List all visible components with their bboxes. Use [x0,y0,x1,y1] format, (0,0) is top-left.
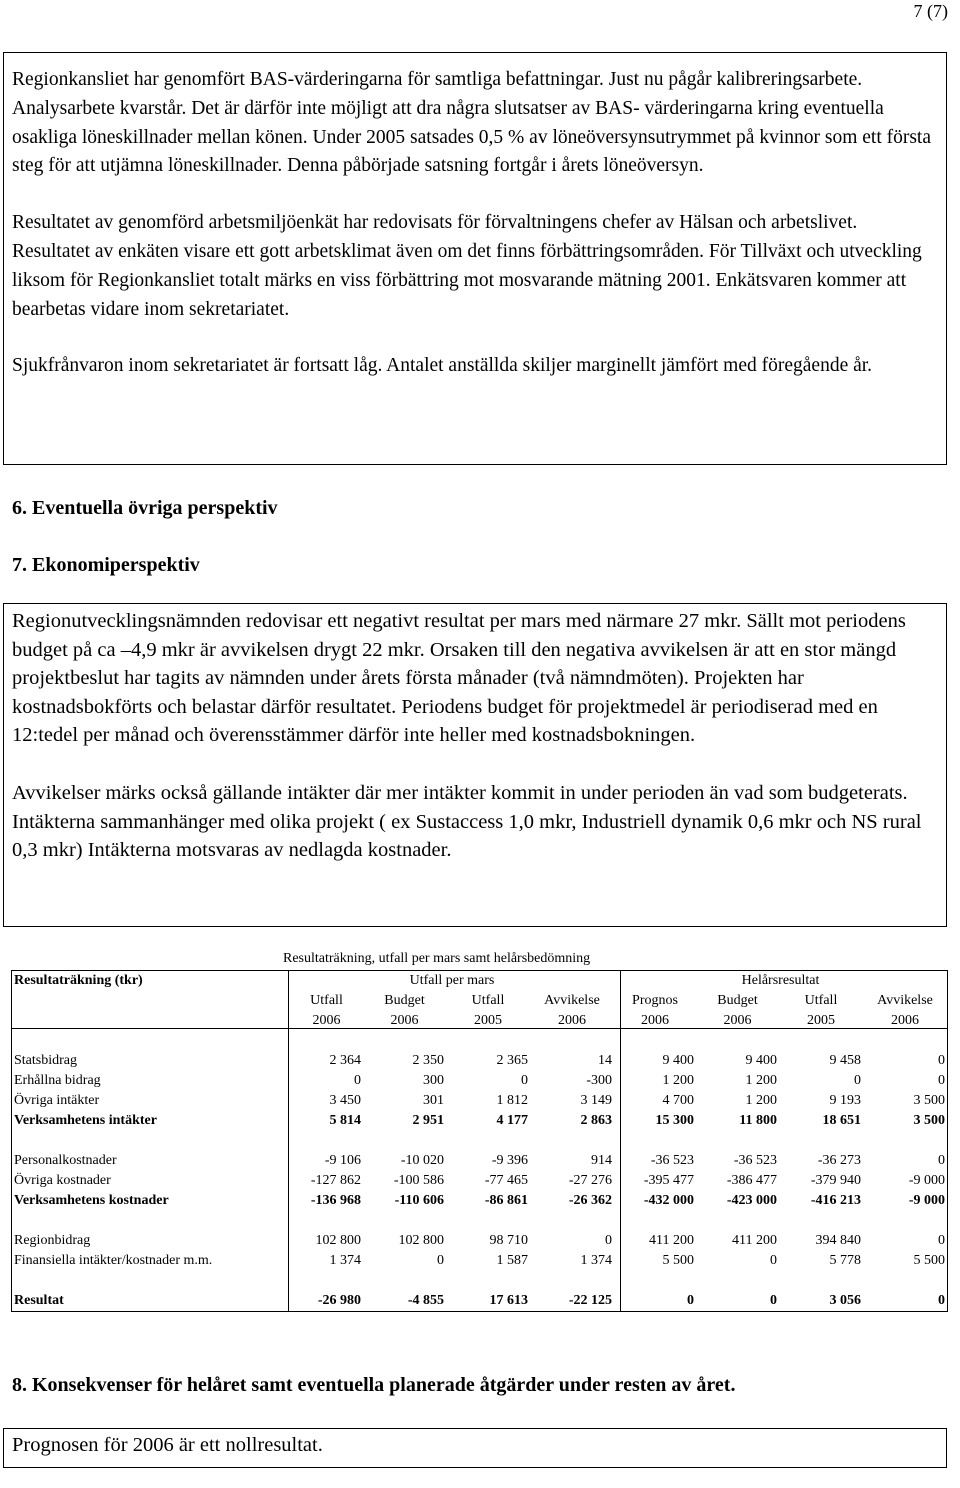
table-cell: 102 800 [315,1233,361,1248]
table-cell: 394 840 [815,1233,861,1248]
table-cell: 9 400 [745,1053,777,1068]
table-cell: 0 [854,1073,861,1088]
paragraph-work-environment: Resultatet av genomförd arbetsmiljöenkät har redovisats för förvaltningens chefer av Hälsan och arbetslivet. Resultatet av enkäten visare ett gott arbetsklimat även om det finns förbättringsområden. För Tillväxt och utveckling liksom för Regionkansliet totalt märks en viss förbättring mot mosvarande mätning 2001. Enkätsvaren kommer att bearbetas vidare inom sekretariatet. [12,212,922,320]
table-cell: 5 500 [913,1253,945,1268]
spacer-row [12,1131,947,1151]
col-header: Avvikelse [544,993,600,1008]
table-cell: 18 651 [822,1113,861,1128]
row-label: Regionbidrag [14,1233,91,1248]
table-cell: 411 200 [732,1233,777,1248]
table-cell: -395 477 [643,1173,694,1188]
table-cell: 411 200 [649,1233,694,1248]
row-label: Verksamhetens kostnader [14,1193,169,1208]
table-row [12,1231,947,1251]
heading-section-7: 7. Ekonomiperspektiv [12,554,200,576]
table-cell: -26 362 [568,1193,612,1208]
table-row [12,1071,947,1091]
table-cell: -379 940 [810,1173,861,1188]
table-cell: 5 814 [329,1113,361,1128]
spacer-row [12,1271,947,1291]
table-cell: 9 458 [829,1053,861,1068]
table-cell: -36 523 [733,1153,777,1168]
table-cell: 2 364 [329,1053,361,1068]
table-cell: 0 [770,1253,777,1268]
col-year: 2005 [474,1013,502,1028]
table-cell: 0 [770,1293,777,1308]
table-cell: 1 200 [745,1093,777,1108]
table-cell: -416 213 [810,1193,861,1208]
paragraph-bas-valuation: Regionkansliet har genomfört BAS-värderingarna för samtliga befattningar. Just nu pågår kalibreringsarbete. Analysarbete kvarstår. Det är därför inte möjligt att dra några slutsatser av BAS- värderingarna kring eventuella osakliga löneskillnader mellan könen. Under 2005 satsades 0,5 % av löneöversynsutrymmet på kvinnor som ett första steg för att utjämna löneskillnader. Denna påbörjade satsning fortgår i årets löneöversyn. [12,69,932,177]
table-cell: -9 000 [908,1173,945,1188]
table-cell: -77 465 [484,1173,528,1188]
table-cell: 3 450 [329,1093,361,1108]
table-row [12,1251,947,1271]
col-header: Utfall [804,993,838,1008]
table-cell: 102 800 [398,1233,444,1248]
table-cell: 914 [591,1153,612,1168]
text-box-forecast [3,1428,947,1468]
table-cell: 0 [938,1293,945,1308]
row-label: Övriga kostnader [14,1173,111,1188]
table-cell: -100 586 [393,1173,444,1188]
table-cell: 4 700 [662,1093,694,1108]
table-cell: -423 000 [726,1193,777,1208]
row-label: Övriga intäkter [14,1093,100,1108]
col-header: Utfall [471,993,505,1008]
col-header: Prognos [632,993,678,1008]
group-header-helarsresultat: Helårsresultat [741,973,820,988]
col-header: Avvikelse [877,993,933,1008]
table-row [12,1111,947,1131]
spacer-row [12,1031,947,1051]
text-box-economy [3,603,947,927]
table-corner-label: Resultaträkning (tkr) [14,973,143,988]
table-cell: 0 [687,1293,694,1308]
table-cell: -136 968 [310,1193,361,1208]
row-label: Resultat [14,1293,64,1308]
table-cell: -36 523 [650,1153,694,1168]
table-cell: -86 861 [484,1193,528,1208]
table-cell: 2 951 [412,1113,444,1128]
row-label: Finansiella intäkter/kostnader m.m. [14,1253,213,1268]
table-cell: 3 056 [829,1293,861,1308]
table-cell: 0 [354,1073,361,1088]
col-header: Utfall [310,993,343,1008]
table-cell: 1 812 [496,1093,528,1108]
row-label: Erhållna bidrag [14,1073,101,1088]
table-cell: -9 000 [908,1193,945,1208]
table-cell: 1 200 [662,1073,694,1088]
table-cell: 15 300 [655,1113,694,1128]
spacer-row [12,1211,947,1231]
table-cell: -9 396 [491,1153,528,1168]
table-row [12,1051,947,1071]
table-cell: 4 177 [496,1113,528,1128]
col-header: Budget [384,993,425,1008]
table-cell: 5 500 [662,1253,694,1268]
table-cell: 0 [938,1053,945,1068]
table-cell: 11 800 [739,1113,777,1128]
col-header: Budget [717,993,758,1008]
col-year: 2006 [558,1013,586,1028]
table-row [12,1171,947,1191]
table-row [12,1091,947,1111]
table-row [12,1191,947,1211]
table-cell: -26 980 [317,1293,361,1308]
table-cell: 9 400 [662,1053,694,1068]
table-cell: 1 200 [745,1073,777,1088]
table-cell: 1 374 [580,1253,612,1268]
table-cell: 14 [598,1053,612,1068]
table-cell: -300 [586,1073,612,1088]
table-cell: 0 [521,1073,528,1088]
col-year: 2006 [390,1013,419,1028]
table-cell: -27 276 [568,1173,612,1188]
col-year: 2006 [641,1013,669,1028]
table-cell: -110 606 [394,1193,444,1208]
paragraph-forecast: Prognosen för 2006 är ett nollresultat. [12,1434,323,1456]
heading-section-8: 8. Konsekvenser för helåret samt eventuella planerade åtgärder under resten av året. [12,1374,736,1396]
income-statement-table [11,970,948,1312]
table-cell: -22 125 [568,1293,612,1308]
table-cell: -432 000 [643,1193,694,1208]
table-cell: 3 500 [913,1113,945,1128]
table-cell: 300 [423,1073,444,1088]
table-cell: 2 365 [496,1053,528,1068]
table-cell: -4 855 [407,1293,444,1308]
table-cell: 98 710 [489,1233,528,1248]
paragraph-income-deviation: Avvikelser märks också gällande intäkter där mer intäkter kommit in under perioden än vad som budgeterats. Intäkterna sammanhänger med olika projekt ( ex Sustaccess 1,0 mkr, Industriell dynamik 0,6 mkr och NS rural 0,3 mkr) Intäkterna motsvaras av nedlagda kostnader. [12,781,922,862]
text-box-personnel [3,52,947,465]
table-cell: -9 106 [324,1153,361,1168]
heading-section-6: 6. Eventuella övriga perspektiv [12,497,278,519]
table-cell: 0 [605,1233,612,1248]
table-cell: 17 613 [489,1293,528,1308]
table-cell: 0 [938,1073,945,1088]
table-row [12,1291,947,1311]
table-cell: 1 374 [329,1253,361,1268]
table-cell: 9 193 [829,1093,861,1108]
row-label: Statsbidrag [14,1053,77,1068]
group-header-utfall-per-mars: Utfall per mars [409,973,495,988]
table-cell: 2 863 [580,1113,612,1128]
table-cell: 3 500 [913,1093,945,1108]
table-cell: 0 [437,1253,444,1268]
table-cell: -10 020 [400,1153,444,1168]
table-cell: 5 778 [829,1253,861,1268]
row-label: Personalkostnader [14,1153,117,1168]
page-number: 7 (7) [913,1,948,21]
table-cell: 301 [423,1093,444,1108]
table-cell: 3 149 [580,1093,612,1108]
paragraph-negative-result: Regionutvecklingsnämnden redovisar ett negativt resultat per mars med närmare 27 mkr. Sällt mot periodens budget på ca –4,9 mkr är avvikelsen drygt 22 mkr. Orsaken till den negativa avvikelsen är att en stor mängd projektbeslut har tagits av nämnden under årets första månader (två nämndmöten). Projekten har kostnadsbokförts och belastar därför resultatet. Periodens budget för projektmedel är periodiserad med en 12:tedel per månad och överensstämmer därför inte heller med kostnadsbokningen. [12,610,906,747]
table-cell: 1 587 [496,1253,528,1268]
table-cell: 0 [938,1233,945,1248]
row-label: Verksamhetens intäkter [14,1113,157,1128]
col-year: 2006 [312,1013,341,1028]
col-year: 2006 [723,1013,752,1028]
table-cell: -36 273 [817,1153,861,1168]
table-cell: -127 862 [310,1173,361,1188]
table-cell: -386 477 [726,1173,777,1188]
table-caption: Resultaträkning, utfall per mars samt helårsbedömning [283,951,591,966]
table-cell: 2 350 [412,1053,444,1068]
col-year: 2005 [807,1013,835,1028]
paragraph-sick-leave: Sjukfrånvaron inom sekretariatet är fortsatt låg. Antalet anställda skiljer marginellt jämfört med föregående år. [12,355,873,377]
col-year: 2006 [891,1013,919,1028]
table-row [12,1151,947,1171]
table-cell: 0 [938,1153,945,1168]
